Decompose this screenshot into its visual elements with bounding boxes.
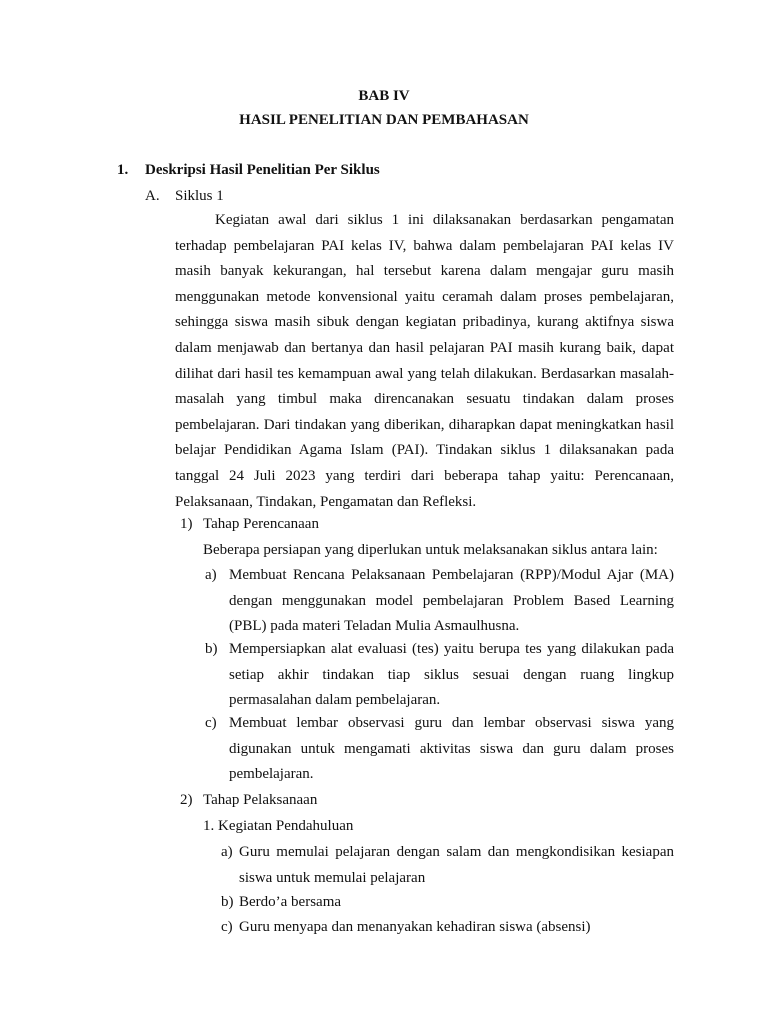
step-intro: Beberapa persiapan yang diperlukan untuk melaksanakan siklus antara lain: <box>203 542 658 558</box>
list-item-text: Guru menyapa dan menanyakan kehadiran siswa (absensi) <box>239 919 591 935</box>
subsection-title: Siklus 1 <box>175 188 224 204</box>
list-item-text: Mempersiapkan alat evaluasi (tes) yaitu berupa tes yang dilakukan pada setiap akhir tindakan tiap siklus sesuai dengan ruang lingkup permasalahan dalam pembelajaran. <box>229 641 674 709</box>
list-item <box>205 711 674 788</box>
section-heading <box>117 162 380 179</box>
step-number: 1) <box>180 516 193 532</box>
step-title: Tahap Perencanaan <box>203 516 319 532</box>
list-item-text: Membuat Rencana Pelaksanaan Pembelajaran (RPP)/Modul Ajar (MA) dengan menggunakan model pembelajaran Problem Based Learning (PBL) pada materi Teladan Mulia Asmaulhusna. <box>229 567 674 635</box>
step-implementation-heading <box>180 788 317 814</box>
subsection-heading <box>145 188 224 205</box>
list-item-label: c) <box>205 715 217 731</box>
section-number: 1. <box>117 162 129 178</box>
step-planning-heading <box>180 512 319 538</box>
list-item-text: Berdo’a bersama <box>239 894 342 910</box>
list-item-label: b) <box>205 641 218 657</box>
step-title: Tahap Pelaksanaan <box>203 792 318 808</box>
step-number: 2) <box>180 792 193 808</box>
list-item-label: a) <box>205 567 217 583</box>
chapter-title: HASIL PENELITIAN DAN PEMBAHASAN <box>239 112 529 128</box>
section-title: Deskripsi Hasil Penelitian Per Siklus <box>145 162 380 178</box>
activity-heading: 1. Kegiatan Pendahuluan <box>203 818 354 834</box>
list-item-label: a) <box>221 844 233 860</box>
list-item-label: c) <box>221 919 233 935</box>
body-paragraph: Kegiatan awal dari siklus 1 ini dilaksanakan berdasarkan pengamatan terhadap pembelajaran PAI kelas IV, bahwa dalam pembelajaran PAI kelas IV masih banyak kekurangan, hal tersebut karena dalam mengajar guru masih menggunakan metode konvensional yaitu ceramah dalam proses pembelajaran, sehingga siswa masih sibuk dengan kegiatan pribadinya, kurang aktifnya siswa dalam menjawab dan bertanya dan hasil pelajaran PAI masih kurang baik, dapat dilihat dari hasil tes kemampuan awal yang telah dilakukan. Berdasarkan masalah-masalah yang timbul maka direncanakan sesuatu tindakan dalam proses pembelajaran. Dari tindakan yang diberikan, diharapkan dapat meningkatkan hasil belajar Pendidikan Agama Islam (PAI). Tindakan siklus 1 dilaksanakan pada tanggal 24 Juli 2023 yang terdiri dari beberapa tahap yaitu: Perencanaan, Pelaksanaan, Tindakan, Pengamatan dan Refleksi. <box>175 212 674 510</box>
list-item-label: b) <box>221 894 234 910</box>
list-item <box>205 637 674 714</box>
list-item-text: Guru memulai pelajaran dengan salam dan mengkondisikan kesiapan siswa untuk memulai pelajaran <box>239 844 674 886</box>
list-item-text: Membuat lembar observasi guru dan lembar observasi siswa yang digunakan untuk mengamati aktivitas siswa dan guru dalam proses pembelajaran. <box>229 715 674 783</box>
list-item <box>205 563 674 640</box>
list-item <box>221 915 674 941</box>
chapter-heading: BAB IV <box>358 88 410 104</box>
subsection-number: A. <box>145 188 160 204</box>
list-item <box>221 890 674 916</box>
list-item <box>221 840 674 891</box>
